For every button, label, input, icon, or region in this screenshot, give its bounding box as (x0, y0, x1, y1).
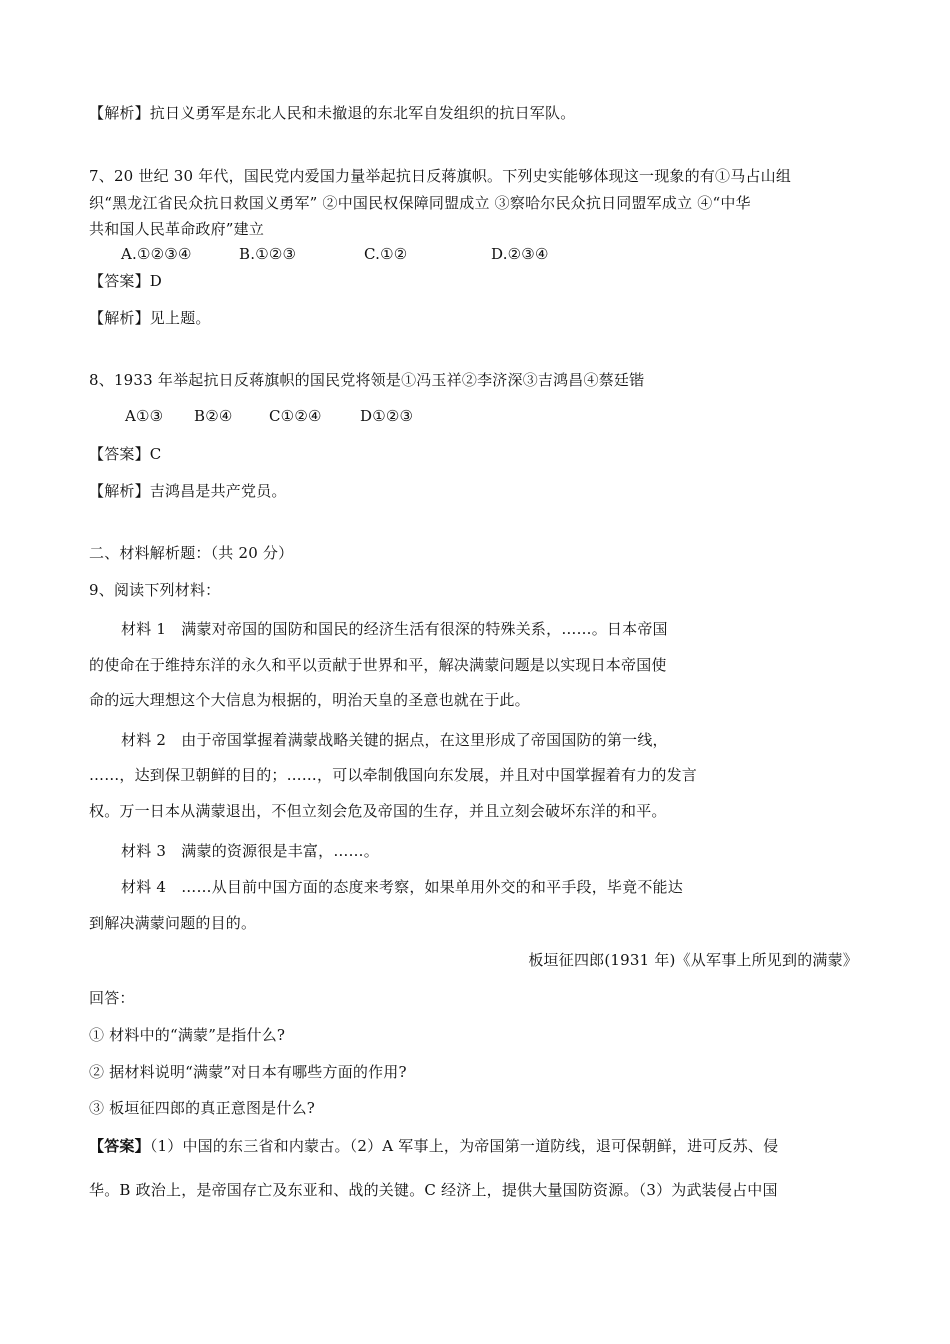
answer-label: 【答案】 (89, 1137, 150, 1155)
q8-stem: 8、1933 年举起抗日反蒋旗帜的国民党将领是①冯玉祥②李济深③吉鸿昌④蔡廷锴 (89, 371, 645, 389)
q7-stem-line-2: 织“黑龙江省民众抗日救国义勇军” ②中国民权保障同盟成立 ③察哈尔民众抗日同盟军成立 ④“中华 (89, 194, 751, 212)
answer-text-1: （1）中国的东三省和内蒙古。（2）A 军事上，为帝国第一道防线，退可保朝鲜，进可反苏、侵 (149, 1137, 779, 1155)
material-1-line-3: 命的远大理想这个大信息为根据的，明治天皇的圣意也就在于此。 (89, 691, 530, 709)
material-1-line-2: 的使命在于维持东洋的永久和平以贡献于世界和平，解决满蒙问题是以实现日本帝国使 (89, 656, 667, 674)
material-4-line-1: 材料 4 ……从目前中国方面的态度来考察，如果单用外交的和平手段，毕竟不能达 (121, 878, 683, 896)
material-2-line-1: 材料 2 由于帝国掌握着满蒙战略关键的据点，在这里形成了帝国国防的第一线， (121, 731, 668, 749)
q8-option-c: C①②④ (269, 407, 322, 425)
q8-option-a: A①③ (125, 407, 164, 425)
q7-explanation: 【解析】见上题。 (89, 309, 211, 327)
q7-option-a: A.①②③④ (121, 245, 192, 263)
question-1: ① 材料中的“满蒙”是指什么? (89, 1026, 286, 1044)
q8-explanation: 【解析】吉鸿昌是共产党员。 (89, 482, 287, 500)
material-3: 材料 3 满蒙的资源很是丰富，……。 (121, 842, 379, 860)
q7-option-c: C.①② (364, 245, 408, 263)
q9-answer-line-2: 华。B 政治上，是帝国存亡及东亚和、战的关键。C 经济上，提供大量国防资源。（3）为武装侵占中国 (89, 1181, 778, 1199)
material-1-line-1: 材料 1 满蒙对帝国的国防和国民的经济生活有很深的特殊关系，……。日本帝国 (121, 620, 668, 638)
q7-options (121, 244, 549, 264)
q8-options (125, 406, 413, 426)
q8-answer: 【答案】C (89, 445, 162, 463)
q7-option-d: D.②③④ (491, 245, 549, 263)
q8-option-d: D①②③ (360, 407, 414, 425)
material-2-line-2: ……，达到保卫朝鲜的目的；……，可以牵制俄国向东发展，并且对中国掌握着有力的发言 (89, 766, 698, 784)
q7-option-b: B.①②③ (239, 245, 297, 263)
question-2: ② 据材料说明“满蒙”对日本有哪些方面的作用? (89, 1063, 407, 1081)
q6-explanation: 【解析】抗日义勇军是东北人民和未撤退的东北军自发组织的抗日军队。 (89, 104, 576, 122)
section-2-heading: 二、材料解析题：（共 20 分） (89, 544, 294, 562)
q7-stem-line-1: 7、20 世纪 30 年代，国民党内爱国力量举起抗日反蒋旗帜。下列史实能够体现这一现象的有①马占山组 (89, 167, 792, 185)
question-3: ③ 板垣征四郎的真正意图是什么? (89, 1099, 316, 1117)
q9-stem: 9、阅读下列材料： (89, 581, 221, 599)
material-source: 板垣征四郎(1931 年)《从军事上所见到的满蒙》 (528, 951, 858, 969)
material-4-line-2: 到解决满蒙问题的目的。 (89, 914, 257, 932)
q9-answer-line-1 (89, 1136, 778, 1156)
q7-stem-line-3: 共和国人民革命政府”建立 (89, 220, 265, 238)
q8-option-b: B②④ (194, 407, 233, 425)
q7-answer: 【答案】D (89, 272, 163, 290)
answer-prompt: 回答： (89, 989, 135, 1007)
material-2-line-3: 权。万一日本从满蒙退出，不但立刻会危及帝国的生存，并且立刻会破坏东洋的和平。 (89, 802, 667, 820)
